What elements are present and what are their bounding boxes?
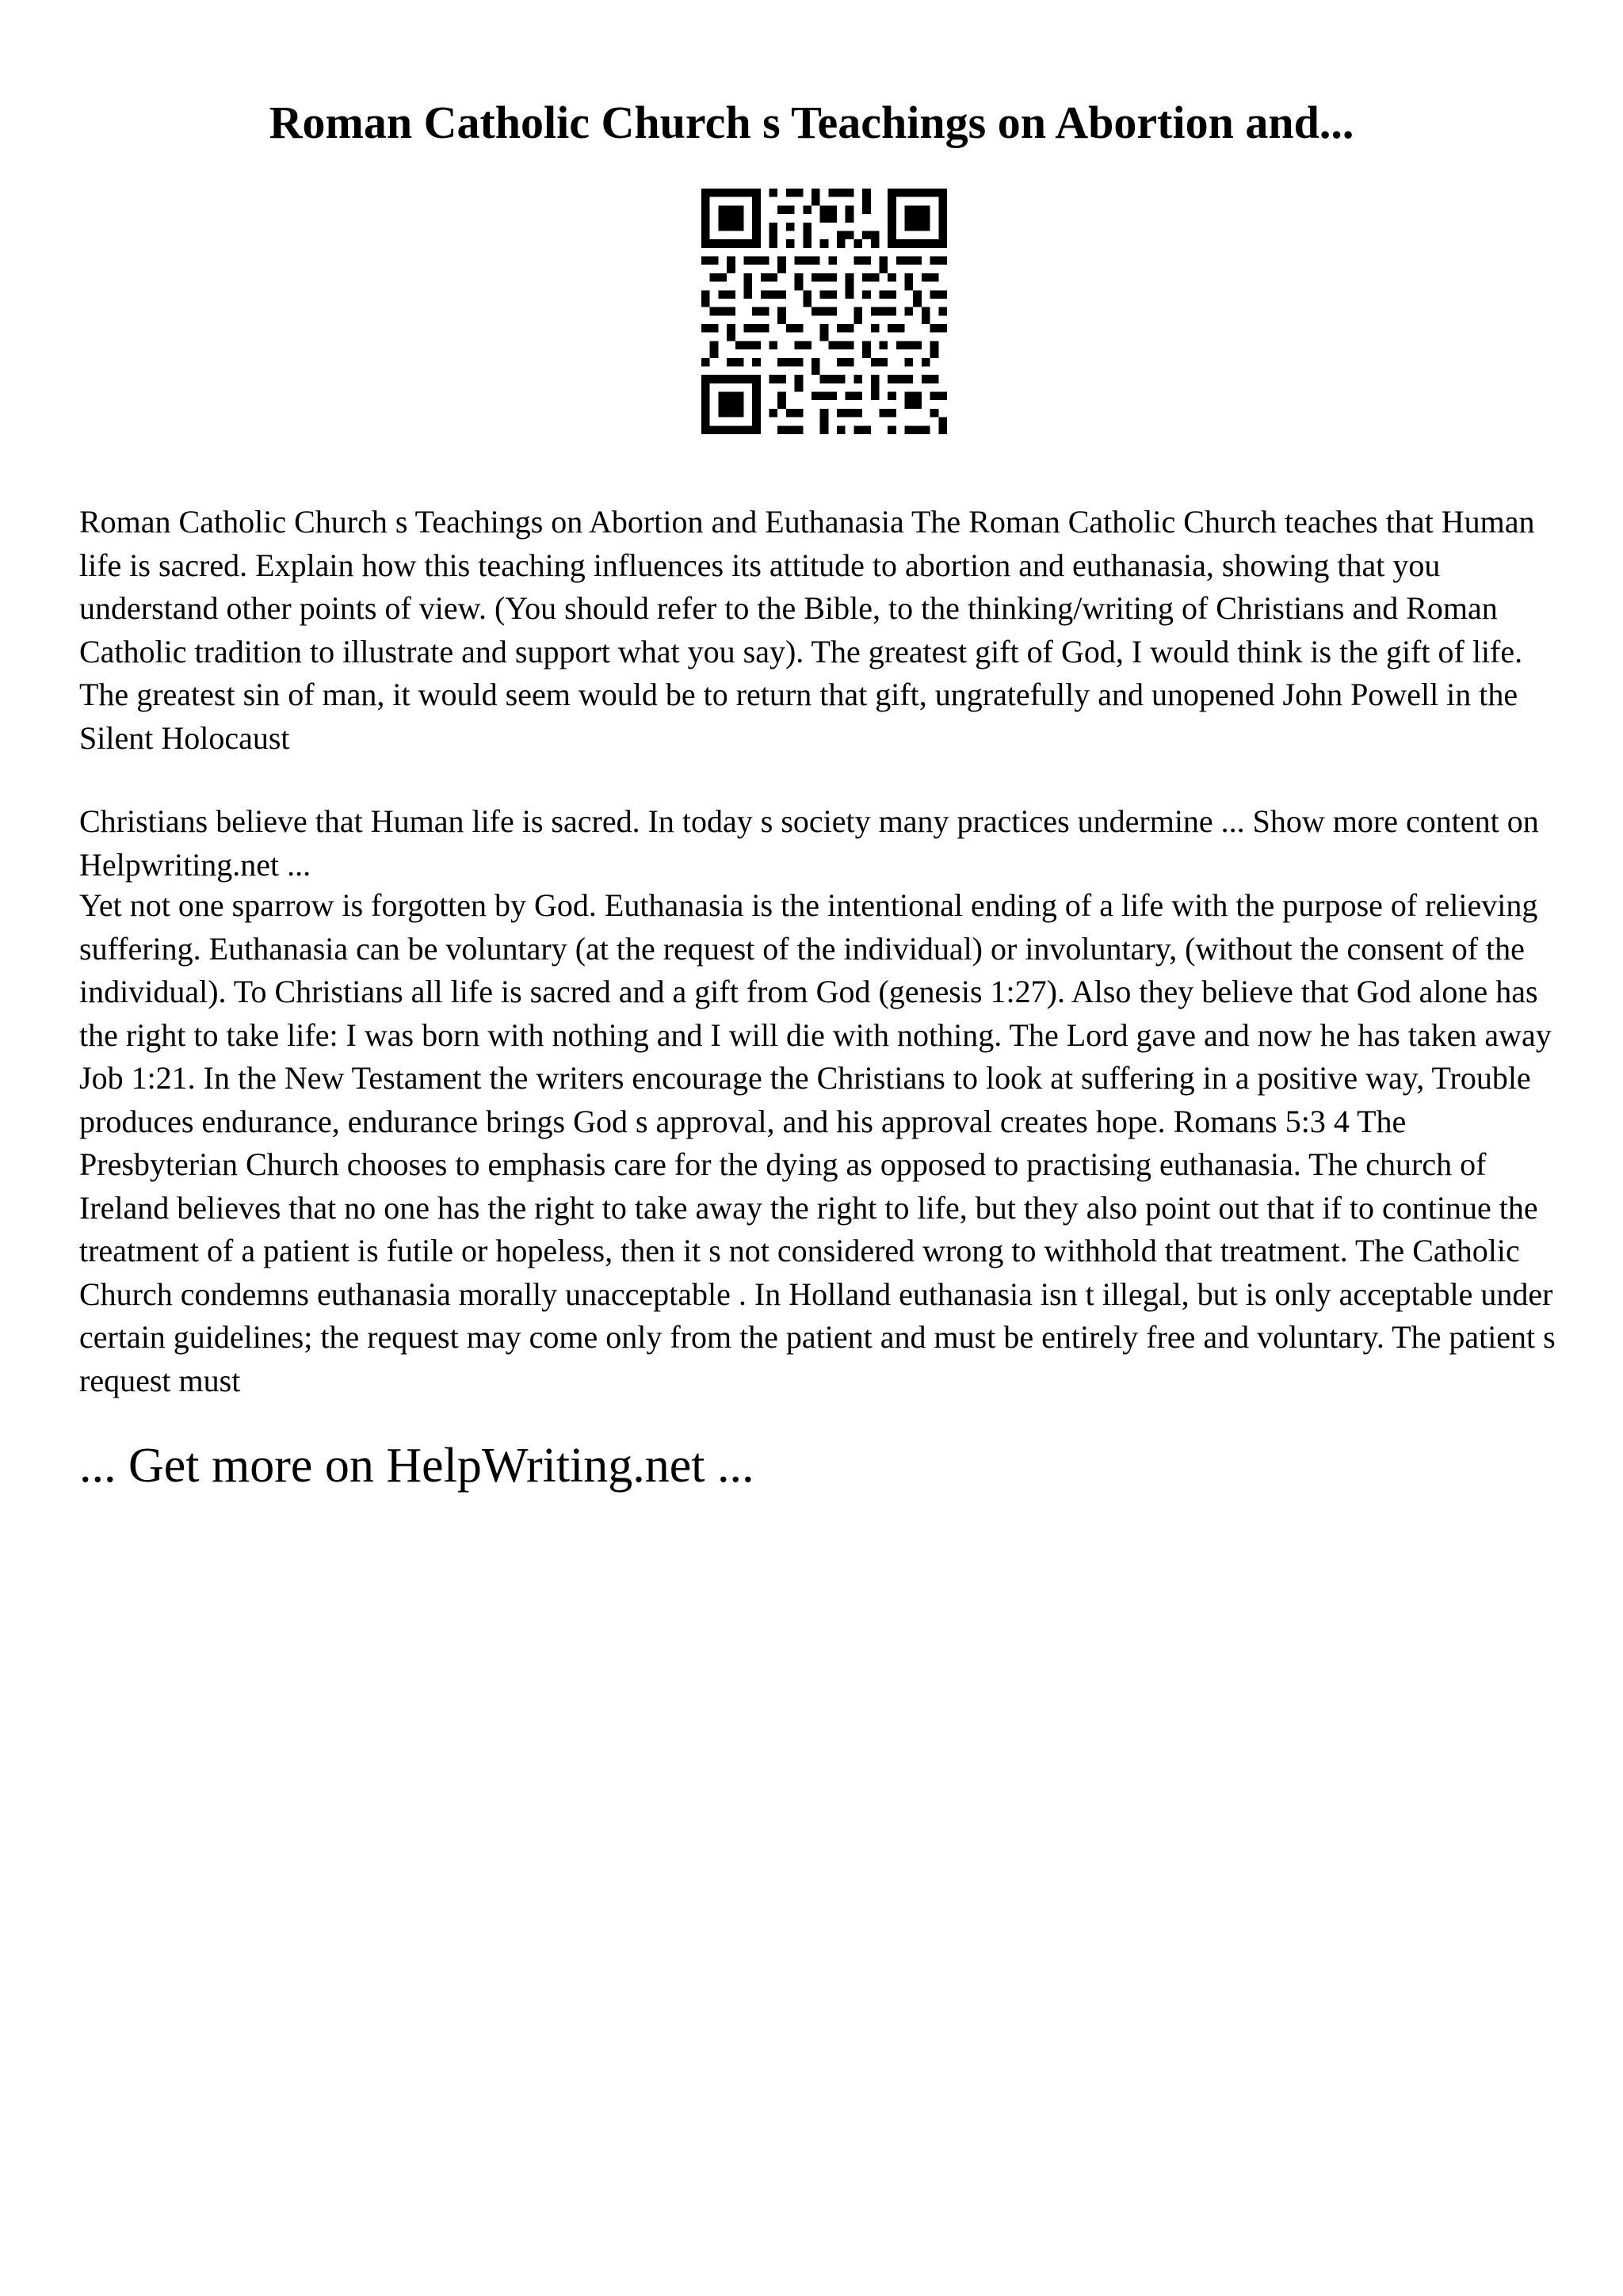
teaser-paragraph: Christians believe that Human life is sacred. In today s society many practices undermine ... Show more content on Helpwriting.net ... (79, 803, 1539, 883)
qr-code-icon (701, 189, 947, 434)
main-paragraph: Yet not one sparrow is forgotten by God. Euthanasia is the intentional ending of a life with the purpose of relieving suffering. Euthanasia can be voluntary (at the request of the individual) or involuntary, (without the consent of the individual). To Christians all life is sacred and a gift from God (genesis 1:27). Also they believe that God alone has the right to take life: I was born with nothing and I will die with nothing. The Lord gave and now he has taken away Job 1:21. In the New Testament the writers encourage the Christians to look at suffering in a positive way, Trouble produces endurance, endurance brings God s approval, and his approval creates hope. Romans 5:3 4 The Presbyterian Church chooses to emphasis care for the dying as opposed to practising euthanasia. The church of Ireland believes that no one has the right to take away the right to life, but they also point out that if to continue the treatment of a patient is futile or hopeless, then it s not considered wrong to withhold that treatment. The Catholic Church condemns euthanasia morally unacceptable . In Holland euthanasia isn t illegal, but is only acceptable under certain guidelines; the request may come only from the patient and must be entirely free and voluntary. The patient s request must (79, 887, 1556, 1398)
get-more-link[interactable]: ... Get more on HelpWriting.net ... (79, 1439, 754, 1493)
document-title: Roman Catholic Church s Teachings on Abortion and... (269, 97, 1354, 148)
intro-paragraph: Roman Catholic Church s Teachings on Abortion and Euthanasia The Roman Catholic Church teaches that Human life is sacred. Explain how this teaching influences its attitude to abortion and euthanasia, showing that you understand other points of view. (You should refer to the Bible, to the thinking/writing of Christians and Roman Catholic tradition to illustrate and support what you say). The greatest gift of God, I would think is the gift of life. The greatest sin of man, it would seem would be to return that gift, ungratefully and unopened John Powell in the Silent Holocaust (79, 504, 1535, 756)
